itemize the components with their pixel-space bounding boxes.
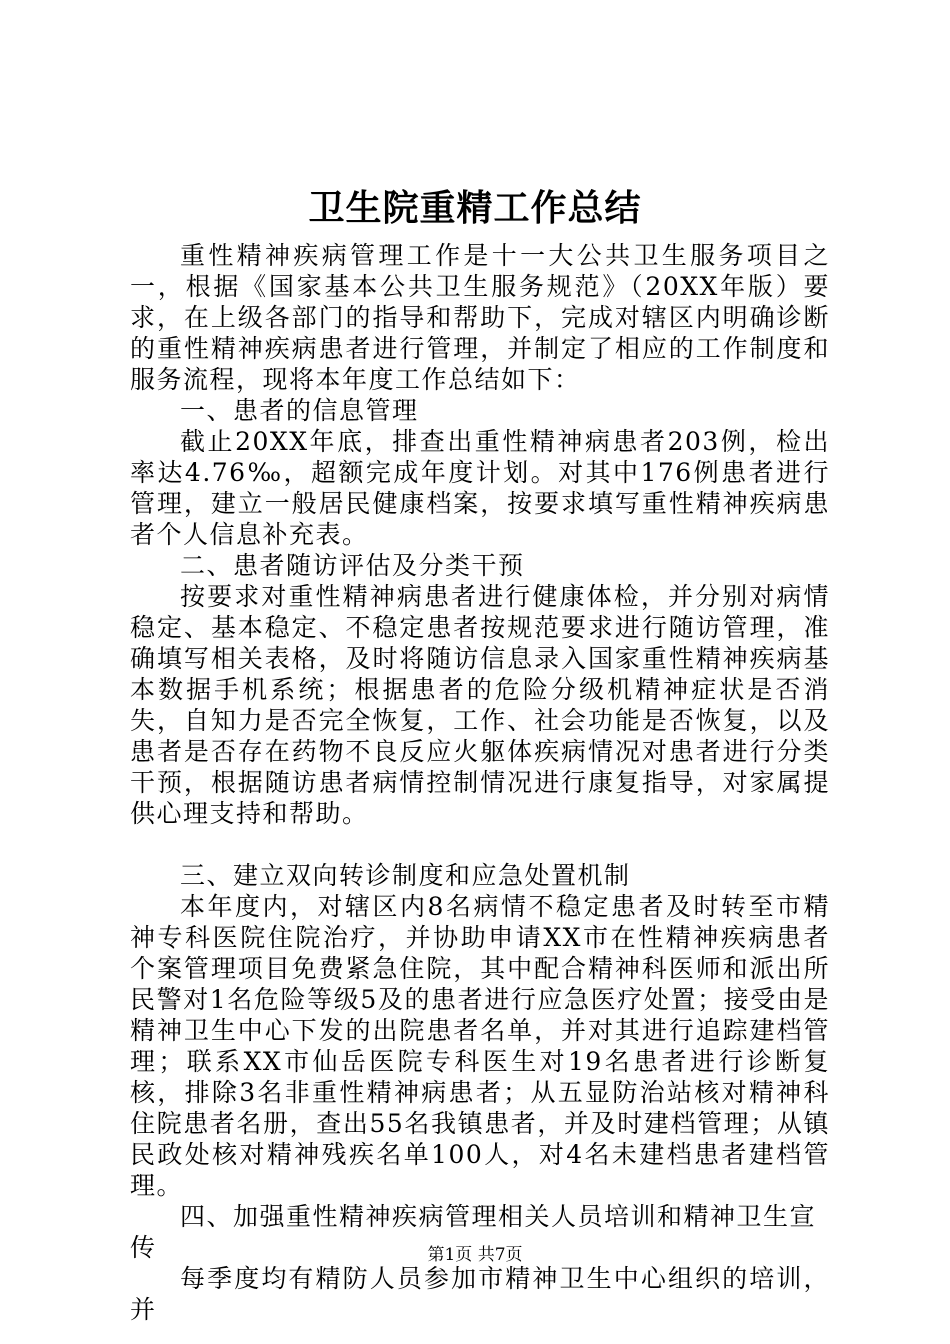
section-heading-1: 一、患者的信息管理 (180, 396, 419, 425)
paragraph-gap (130, 829, 830, 860)
document-body (130, 240, 830, 1325)
section-heading-4: 四、加强重性精神疾病管理相关人员培训和精神卫生宣传 (130, 1202, 817, 1262)
section-heading-2: 二、患者随访评估及分类干预 (180, 551, 525, 580)
section-heading-3: 三、建立双向转诊制度和应急处置机制 (180, 861, 631, 890)
section-paragraph-4: 每季度均有精防人员参加市精神卫生中心组织的培训，并 (130, 1264, 830, 1324)
document-title: 卫生院重精工作总结 (308, 187, 642, 229)
section-paragraph-3: 本年度内，对辖区内8名病情不稳定患者及时转至市精神专科医院住院治疗，并协助申请XX市在性精神疾病患者个案管理项目免费紧急住院，其中配合精神科医师和派出所民警对1名危险等级5及的患者进行应急医疗处置；接受由是精神卫生中心下发的出院患者名单，并对其进行追踪建档管理；联系XX市仙岳医院专科医生对19名患者进行诊断复核，排除3名非重性精神病患者；从五显防治站核对精神科住院患者名册，查出55名我镇患者，并及时建档管理；从镇民政处核对精神残疾名单100人，对4名未建档患者建档管理。 (130, 892, 830, 1200)
page-number-footer: 第1页 共7页 (427, 1245, 523, 1265)
intro-paragraph: 重性精神疾病管理工作是十一大公共卫生服务项目之一，根据《国家基本公共卫生服务规范》（20XX年版）要求，在上级各部门的指导和帮助下，完成对辖区内明确诊断的重性精神疾病患者进行管理，并制定了相应的工作制度和服务流程，现将本年度工作总结如下： (130, 241, 830, 394)
section-paragraph-1: 截止20XX年底，排查出重性精神病患者203例，检出率达4.76‰，超额完成年度计划。对其中176例患者进行管理，建立一般居民健康档案，按要求填写重性精神疾病患者个人信息补充表。 (130, 427, 830, 549)
section-paragraph-2: 按要求对重性精神病患者进行健康体检，并分别对病情稳定、基本稳定、不稳定患者按规范要求进行随访管理，准确填写相关表格，及时将随访信息录入国家重性精神疾病基本数据手机系统；根据患者的危险分级机精神症状是否消失，自知力是否完全恢复，工作、社会功能是否恢复，以及患者是否存在药物不良反应火躯体疾病情况对患者进行分类干预，根据随访患者病情控制情况进行康复指导，对家属提供心理支持和帮助。 (130, 582, 830, 828)
